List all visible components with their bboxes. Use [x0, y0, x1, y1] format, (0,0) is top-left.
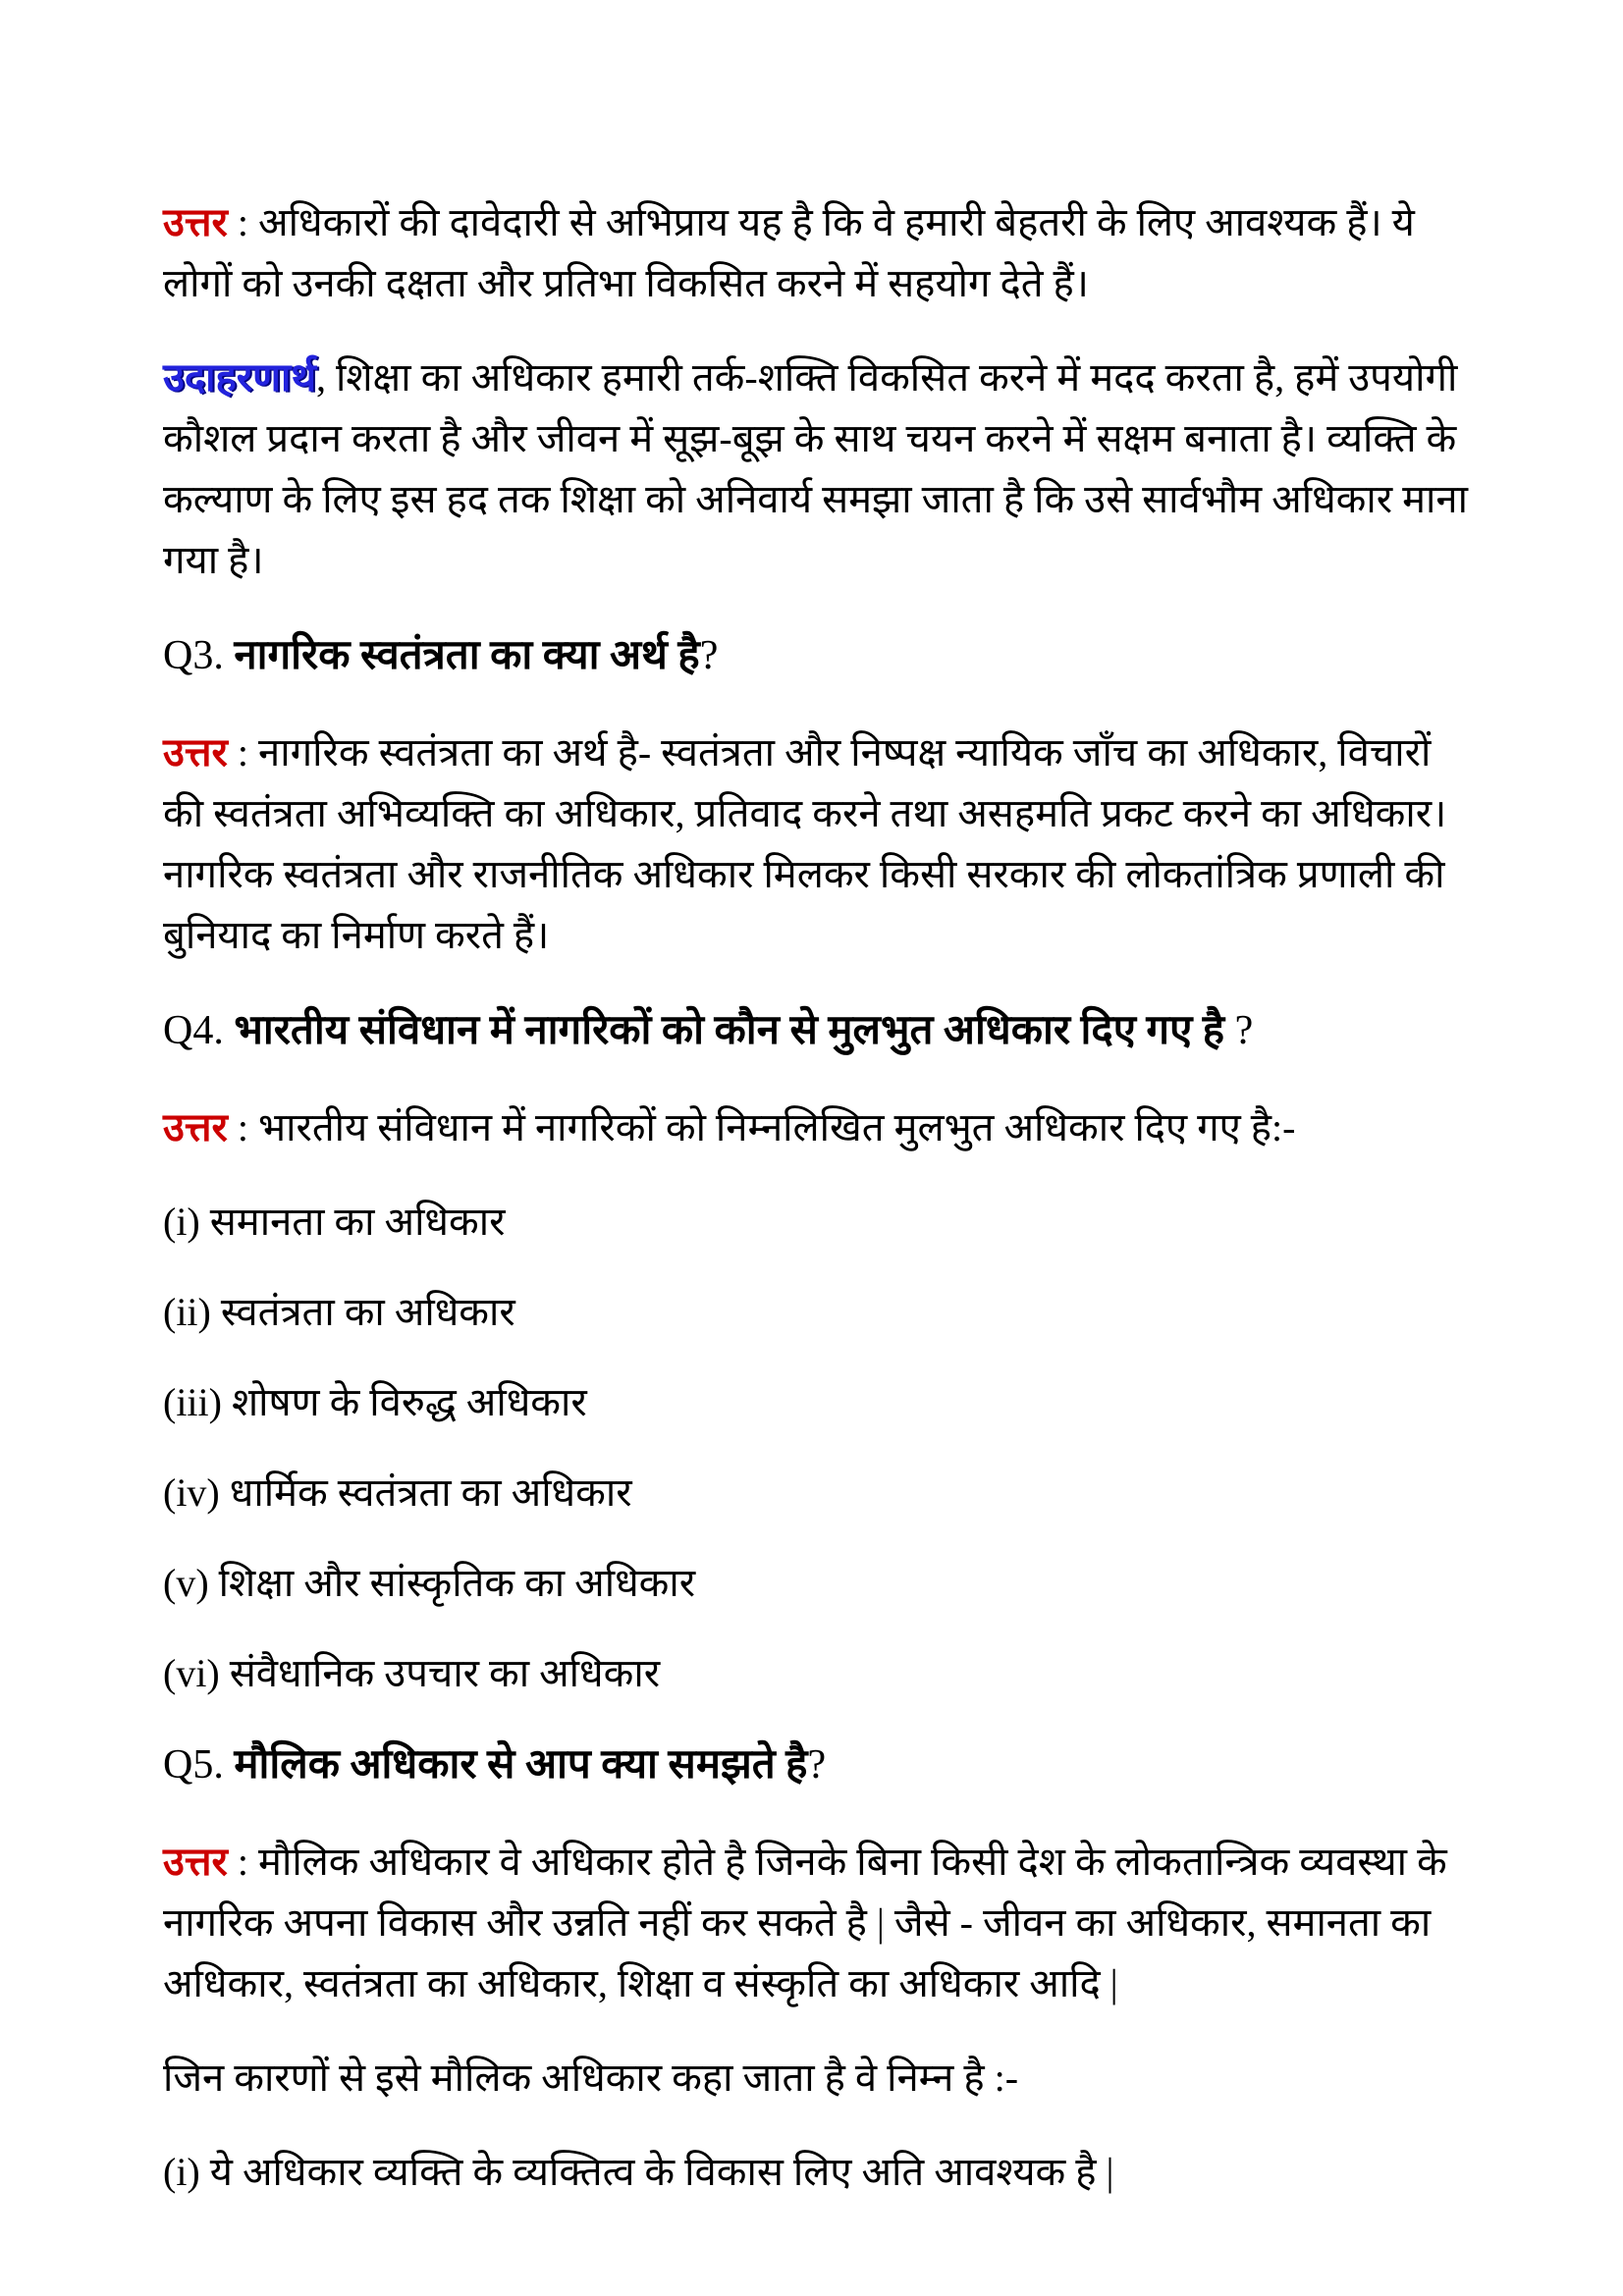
- right-item-4: (iv) धार्मिक स्वतंत्रता का अधिकार: [163, 1470, 632, 1515]
- answer-q4-text: भारतीय संविधान में नागरिकों को निम्नलिखित मुलभुत अधिकार दिए गए है:-: [258, 1105, 1296, 1149]
- answer-q3-paragraph: [163, 722, 1468, 966]
- answer-separator: :: [227, 1840, 259, 1884]
- question-3-text: नागरिक स्वतंत्रता का क्या अर्थ है: [234, 633, 700, 678]
- answer-separator: :: [227, 1105, 259, 1149]
- answer-q2-text: अधिकारों की दावेदारी से अभिप्राय यह है कि वे हमारी बेहतरी के लिए आवश्यक हैं। ये लोगों को उनकी दक्षता और प्रतिभा विकसित करने में सहयोग देते हैं।: [163, 200, 1415, 305]
- answer-separator: :: [227, 200, 259, 244]
- question-4-mark: ?: [1224, 1008, 1254, 1053]
- right-item-2: (ii) स्वतंत्रता का अधिकार: [163, 1290, 515, 1334]
- right-item-1: (i) समानता का अधिकार: [163, 1200, 506, 1244]
- reasons-intro-paragraph: जिन कारणों से इसे मौलिक अधिकार कहा जाता है वे निम्न है :-: [163, 2056, 1019, 2100]
- question-5-number: Q5.: [163, 1742, 224, 1788]
- example-label: उदाहरणार्थ: [163, 355, 316, 400]
- right-item-5: (v) शिक्षा और सांस्कृतिक का अधिकार: [163, 1561, 696, 1605]
- question-3-mark: ?: [699, 633, 719, 678]
- question-4-text: भारतीय संविधान में नागरिकों को कौन से मुलभुत अधिकार दिए गए है: [234, 1008, 1225, 1053]
- answer-q3-text: नागरिक स्वतंत्रता का अर्थ है- स्वतंत्रता और निष्पक्ष न्यायिक जाँच का अधिकार, विचारों की स्वतंत्रता अभिव्यक्ति का अधिकार, प्रतिवाद करने तथा असहमति प्रकट करने का अधिकार। नागरिक स्वतंत्रता और राजनीतिक अधिकार मिलकर किसी सरकार की लोकतांत्रिक प्रणाली की बुनियाद का निर्माण करते हैं।: [163, 730, 1447, 957]
- right-item-3: (iii) शोषण के विरुद्ध अधिकार: [163, 1380, 587, 1424]
- question-3-heading: [163, 624, 1468, 687]
- answer-q5-paragraph: [163, 1832, 1468, 2014]
- example-separator: ,: [315, 355, 336, 400]
- answer-separator: :: [227, 730, 259, 774]
- answer-label: उत्तर: [163, 200, 228, 244]
- example-paragraph: [163, 347, 1468, 591]
- answer-q4-paragraph: [163, 1097, 1468, 1158]
- question-4-heading: [163, 999, 1468, 1062]
- question-5-mark: ?: [807, 1742, 827, 1788]
- answer-q2-paragraph: [163, 192, 1468, 314]
- answer-label: उत्तर: [163, 730, 228, 774]
- answer-q5-text: मौलिक अधिकार वे अधिकार होते है जिनके बिना किसी देश के लोकतान्त्रिक व्यवस्था के नागरिक अपना विकास और उन्नति नहीं कर सकते है | जैसे - जीवन का अधिकार, समानता का अधिकार, स्वतंत्रता का अधिकार, शिक्षा व संस्कृति का अधिकार आदि |: [163, 1840, 1447, 2005]
- question-4-number: Q4.: [163, 1008, 224, 1053]
- reason-item-1: (i) ये अधिकार व्यक्ति के व्यक्तित्व के विकास लिए अति आवश्यक है |: [163, 2150, 1114, 2194]
- question-3-number: Q3.: [163, 633, 224, 678]
- question-5-text: मौलिक अधिकार से आप क्या समझते है: [234, 1742, 808, 1788]
- answer-label: उत्तर: [163, 1105, 228, 1149]
- question-5-heading: [163, 1734, 1468, 1796]
- example-text: शिक्षा का अधिकार हमारी तर्क-शक्ति विकसित करने में मदद करता है, हमें उपयोगी कौशल प्रदान करता है और जीवन में सूझ-बूझ के साथ चयन करने में सक्षम बनाता है। व्यक्ति के कल्याण के लिए इस हद तक शिक्षा को अनिवार्य समझा जाता है कि उसे सार्वभौम अधिकार माना गया है।: [163, 355, 1468, 582]
- right-item-6: (vi) संवैधानिक उपचार का अधिकार: [163, 1651, 661, 1695]
- answer-label: उत्तर: [163, 1840, 228, 1884]
